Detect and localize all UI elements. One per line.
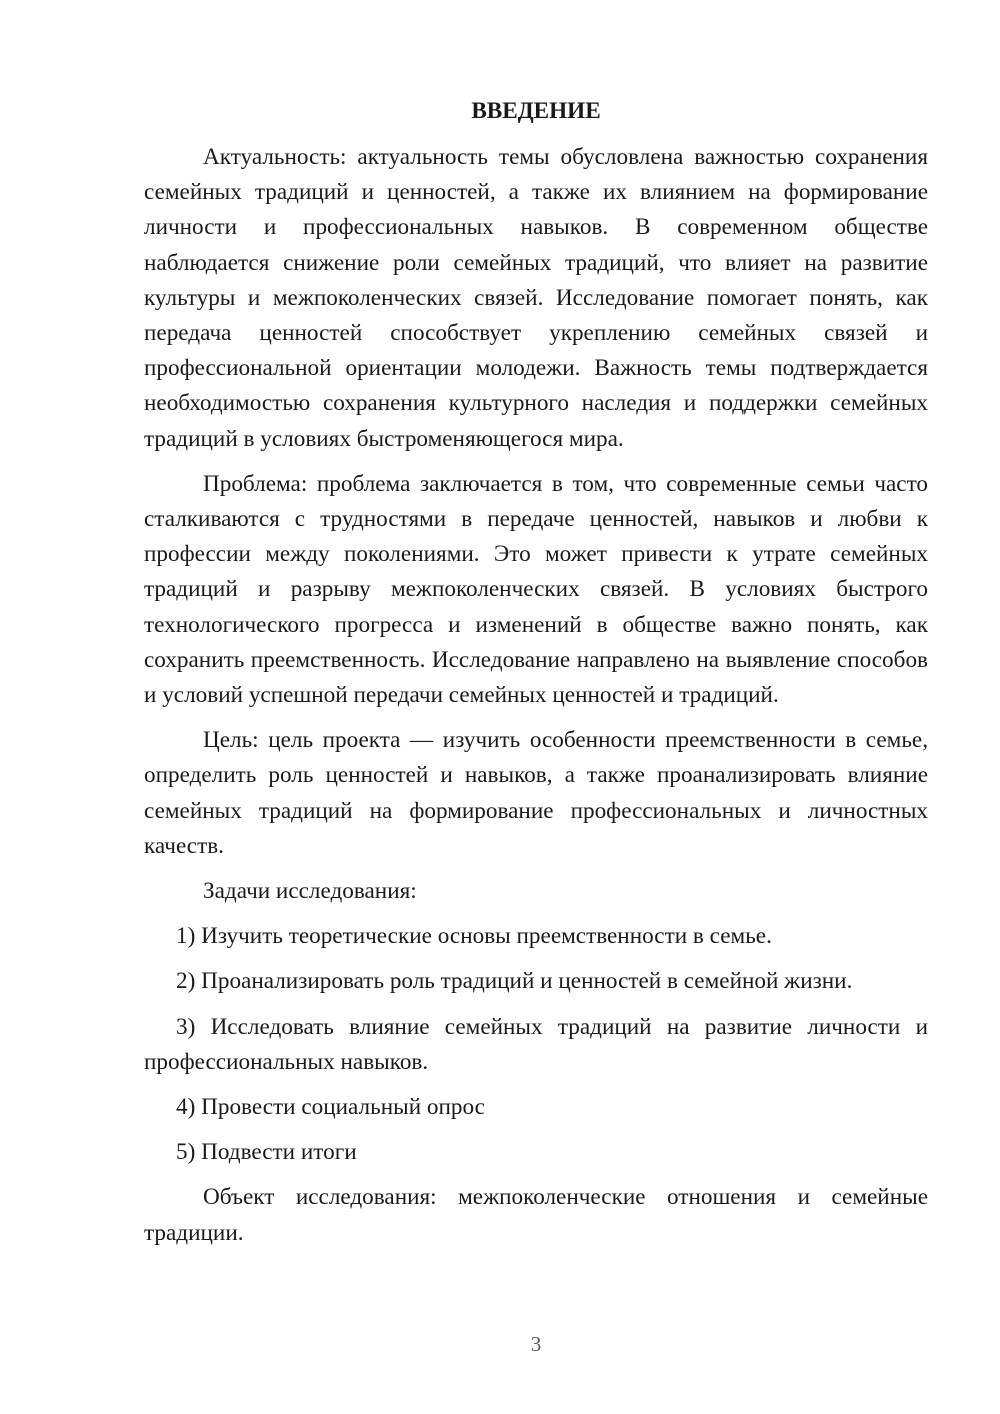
task-item-5: 5) Подвести итоги: [176, 1139, 357, 1166]
task-item-4: 4) Провести социальный опрос: [176, 1094, 485, 1121]
object-paragraph: Объект исследования: межпоколенческие отношения и семейные традиции.: [144, 1184, 928, 1246]
task-item-1: 1) Изучить теоретические основы преемственности в семье.: [176, 923, 772, 950]
task-item-3: 3) Исследовать влияние семейных традиций на развитие личности и профессиональных навыков.: [144, 1013, 928, 1075]
tasks-title: Задачи исследования:: [203, 878, 417, 905]
section-heading: ВВЕДЕНИЕ: [471, 98, 601, 124]
goal-paragraph: Цель: цель проекта — изучить особенности преемственности в семье, определить роль ценностей и навыков, а также проанализировать влияние семейных традиций на формирование профессиональных и личностных качеств.: [144, 727, 928, 859]
relevance-paragraph: Актуальность: актуальность темы обусловлена важностью сохранения семейных традиций и ценностей, а также их влиянием на формирование личности и профессиональных навыков. В современном обществе наблюдается снижение роли семейных традиций, что влияет на развитие культуры и межпоколенческих связей. Исследование помогает понять, как передача ценностей способствует укреплению семейных связей и профессиональной ориентации молодежи. Важность темы подтверждается необходимостью сохранения культурного наследия и поддержки семейных традиций в условиях быстроменяющегося мира.: [144, 144, 928, 452]
page-number: 3: [530, 1332, 542, 1356]
task-item-2: 2) Проанализировать роль традиций и ценностей в семейной жизни.: [176, 968, 853, 995]
document-page: [144, 92, 928, 1261]
problem-paragraph: Проблема: проблема заключается в том, что современные семьи часто сталкиваются с трудностями в передаче ценностей, навыков и любви к профессии между поколениями. Это может привести к утрате семейных традиций и разрыву межпоколенческих связей. В условиях быстрого технологического прогресса и изменений в обществе важно понять, как сохранить преемственность. Исследование направлено на выявление способов и условий успешной передачи семейных ценностей и традиций.: [144, 470, 928, 709]
